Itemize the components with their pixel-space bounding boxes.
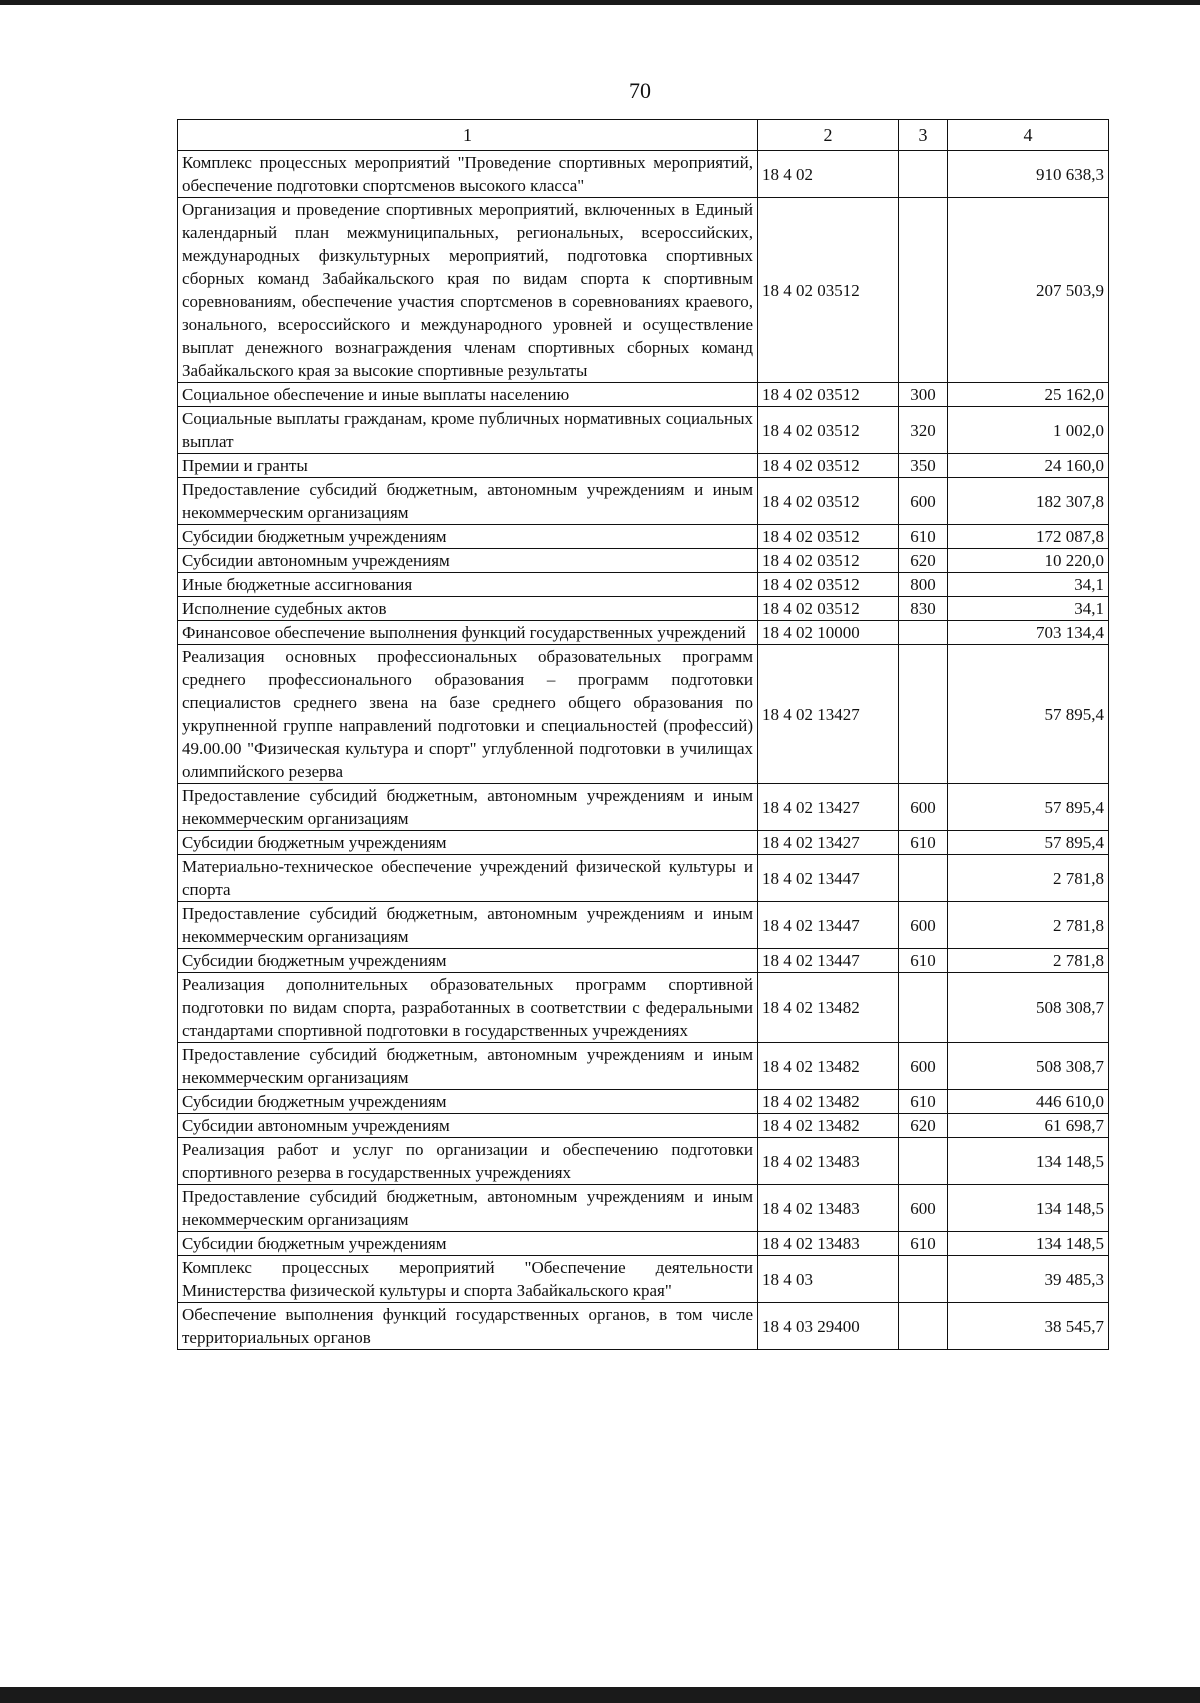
row-code-cell: 18 4 02 13447 [758, 902, 899, 949]
budget-table [177, 119, 1109, 1350]
table-row [178, 198, 1109, 383]
table-row [178, 1185, 1109, 1232]
row-name-cell: Субсидии бюджетным учреждениям [178, 1090, 758, 1114]
row-code-cell: 18 4 02 13483 [758, 1232, 899, 1256]
row-code-cell: 18 4 02 13483 [758, 1138, 899, 1185]
table-row [178, 621, 1109, 645]
row-name-cell: Субсидии бюджетным учреждениям [178, 1232, 758, 1256]
scan-bottom-edge [0, 1687, 1200, 1703]
row-amount-cell: 34,1 [948, 573, 1109, 597]
row-code-cell: 18 4 02 03512 [758, 383, 899, 407]
row-name-cell: Комплекс процессных мероприятий "Обеспечение деятельности Министерства физической культуры и спорта Забайкальского края" [178, 1256, 758, 1303]
row-code-cell: 18 4 02 13482 [758, 973, 899, 1043]
row-amount-cell: 39 485,3 [948, 1256, 1109, 1303]
row-type-cell: 800 [899, 573, 948, 597]
row-name-cell: Иные бюджетные ассигнования [178, 573, 758, 597]
row-type-cell: 610 [899, 831, 948, 855]
row-name-cell: Предоставление субсидий бюджетным, автономным учреждениям и иным некоммерческим организациям [178, 478, 758, 525]
row-amount-cell: 38 545,7 [948, 1303, 1109, 1350]
row-type-cell: 600 [899, 902, 948, 949]
table-row [178, 1232, 1109, 1256]
row-code-cell: 18 4 02 03512 [758, 478, 899, 525]
row-amount-cell: 134 148,5 [948, 1185, 1109, 1232]
row-name-cell: Реализация основных профессиональных образовательных программ среднего профессионального образования – программ подготовки специалистов среднего звена на базе среднего общего образования по укрупненной группе направлений подготовки и специальностей (профессий) 49.00.00 "Физическая культура и спорт" углубленной подготовки в училищах олимпийского резерва [178, 645, 758, 784]
row-name-cell: Субсидии бюджетным учреждениям [178, 525, 758, 549]
row-name-cell: Предоставление субсидий бюджетным, автономным учреждениям и иным некоммерческим организациям [178, 784, 758, 831]
row-code-cell: 18 4 02 [758, 151, 899, 198]
table-row [178, 831, 1109, 855]
row-amount-cell: 24 160,0 [948, 454, 1109, 478]
row-type-cell: 320 [899, 407, 948, 454]
row-amount-cell: 57 895,4 [948, 831, 1109, 855]
row-amount-cell: 207 503,9 [948, 198, 1109, 383]
table-row [178, 1114, 1109, 1138]
row-type-cell [899, 151, 948, 198]
row-type-cell [899, 1303, 948, 1350]
row-amount-cell: 57 895,4 [948, 784, 1109, 831]
row-amount-cell: 508 308,7 [948, 973, 1109, 1043]
row-type-cell [899, 855, 948, 902]
row-amount-cell: 2 781,8 [948, 855, 1109, 902]
row-amount-cell: 446 610,0 [948, 1090, 1109, 1114]
row-name-cell: Субсидии автономным учреждениям [178, 549, 758, 573]
row-name-cell: Обеспечение выполнения функций государственных органов, в том числе территориальных органов [178, 1303, 758, 1350]
page-number: 70 [629, 78, 651, 103]
row-amount-cell: 703 134,4 [948, 621, 1109, 645]
table-row [178, 407, 1109, 454]
row-amount-cell: 2 781,8 [948, 902, 1109, 949]
row-code-cell: 18 4 02 13482 [758, 1114, 899, 1138]
header-col-2: 2 [758, 120, 899, 151]
row-type-cell [899, 1256, 948, 1303]
row-type-cell: 610 [899, 949, 948, 973]
row-code-cell: 18 4 02 03512 [758, 407, 899, 454]
row-name-cell: Реализация дополнительных образовательных программ спортивной подготовки по видам спорта, разработанных в соответствии с федеральными стандартами спортивной подготовки в государственных учреждениях [178, 973, 758, 1043]
row-type-cell: 600 [899, 784, 948, 831]
row-type-cell: 610 [899, 1090, 948, 1114]
row-type-cell: 600 [899, 1185, 948, 1232]
row-amount-cell: 134 148,5 [948, 1138, 1109, 1185]
row-name-cell: Материально-техническое обеспечение учреждений физической культуры и спорта [178, 855, 758, 902]
row-code-cell: 18 4 02 03512 [758, 573, 899, 597]
row-code-cell: 18 4 02 03512 [758, 525, 899, 549]
row-type-cell: 350 [899, 454, 948, 478]
row-code-cell: 18 4 02 03512 [758, 198, 899, 383]
table-row [178, 573, 1109, 597]
row-code-cell: 18 4 02 03512 [758, 549, 899, 573]
table-row [178, 597, 1109, 621]
row-amount-cell: 508 308,7 [948, 1043, 1109, 1090]
header-col-4: 4 [948, 120, 1109, 151]
row-name-cell: Премии и гранты [178, 454, 758, 478]
row-code-cell: 18 4 02 13482 [758, 1043, 899, 1090]
row-name-cell: Финансовое обеспечение выполнения функций государственных учреждений [178, 621, 758, 645]
row-amount-cell: 172 087,8 [948, 525, 1109, 549]
row-code-cell: 18 4 02 03512 [758, 597, 899, 621]
row-amount-cell: 182 307,8 [948, 478, 1109, 525]
table-row [178, 1090, 1109, 1114]
table-header-row [178, 120, 1109, 151]
row-name-cell: Комплекс процессных мероприятий "Проведение спортивных мероприятий, обеспечение подготовки спортсменов высокого класса" [178, 151, 758, 198]
row-code-cell: 18 4 02 03512 [758, 454, 899, 478]
scan-top-edge [0, 0, 1200, 5]
table-row [178, 454, 1109, 478]
row-code-cell: 18 4 02 13427 [758, 831, 899, 855]
row-amount-cell: 25 162,0 [948, 383, 1109, 407]
row-amount-cell: 1 002,0 [948, 407, 1109, 454]
table-body [178, 151, 1109, 1350]
table-row [178, 549, 1109, 573]
row-amount-cell: 910 638,3 [948, 151, 1109, 198]
row-type-cell: 600 [899, 478, 948, 525]
row-type-cell [899, 645, 948, 784]
row-name-cell: Предоставление субсидий бюджетным, автономным учреждениям и иным некоммерческим организациям [178, 1185, 758, 1232]
row-type-cell [899, 973, 948, 1043]
row-code-cell: 18 4 02 13427 [758, 645, 899, 784]
table-row [178, 478, 1109, 525]
row-type-cell: 620 [899, 1114, 948, 1138]
table-row [178, 973, 1109, 1043]
table-row [178, 949, 1109, 973]
row-name-cell: Социальные выплаты гражданам, кроме публичных нормативных социальных выплат [178, 407, 758, 454]
row-code-cell: 18 4 03 29400 [758, 1303, 899, 1350]
table-row [178, 151, 1109, 198]
row-amount-cell: 2 781,8 [948, 949, 1109, 973]
row-type-cell: 620 [899, 549, 948, 573]
row-amount-cell: 57 895,4 [948, 645, 1109, 784]
row-name-cell: Исполнение судебных актов [178, 597, 758, 621]
row-type-cell [899, 1138, 948, 1185]
row-code-cell: 18 4 02 13482 [758, 1090, 899, 1114]
row-code-cell: 18 4 02 13427 [758, 784, 899, 831]
row-name-cell: Предоставление субсидий бюджетным, автономным учреждениям и иным некоммерческим организациям [178, 902, 758, 949]
header-col-1: 1 [178, 120, 758, 151]
row-amount-cell: 134 148,5 [948, 1232, 1109, 1256]
table-row [178, 525, 1109, 549]
row-amount-cell: 34,1 [948, 597, 1109, 621]
row-type-cell: 300 [899, 383, 948, 407]
table-row [178, 1303, 1109, 1350]
table-row [178, 383, 1109, 407]
header-col-3: 3 [899, 120, 948, 151]
row-amount-cell: 61 698,7 [948, 1114, 1109, 1138]
row-code-cell: 18 4 02 10000 [758, 621, 899, 645]
table-row [178, 1138, 1109, 1185]
row-name-cell: Социальное обеспечение и иные выплаты населению [178, 383, 758, 407]
row-type-cell: 830 [899, 597, 948, 621]
row-type-cell: 600 [899, 1043, 948, 1090]
row-name-cell: Предоставление субсидий бюджетным, автономным учреждениям и иным некоммерческим организациям [178, 1043, 758, 1090]
table-row [178, 784, 1109, 831]
row-name-cell: Субсидии автономным учреждениям [178, 1114, 758, 1138]
row-code-cell: 18 4 03 [758, 1256, 899, 1303]
table-row [178, 855, 1109, 902]
row-type-cell [899, 198, 948, 383]
row-name-cell: Субсидии бюджетным учреждениям [178, 949, 758, 973]
table-row [178, 1043, 1109, 1090]
table-row [178, 1256, 1109, 1303]
row-name-cell: Субсидии бюджетным учреждениям [178, 831, 758, 855]
row-amount-cell: 10 220,0 [948, 549, 1109, 573]
row-code-cell: 18 4 02 13447 [758, 855, 899, 902]
row-name-cell: Реализация работ и услуг по организации и обеспечению подготовки спортивного резерва в государственных учреждениях [178, 1138, 758, 1185]
row-code-cell: 18 4 02 13447 [758, 949, 899, 973]
row-type-cell: 610 [899, 525, 948, 549]
row-code-cell: 18 4 02 13483 [758, 1185, 899, 1232]
table-row [178, 645, 1109, 784]
table-row [178, 902, 1109, 949]
row-type-cell: 610 [899, 1232, 948, 1256]
row-name-cell: Организация и проведение спортивных мероприятий, включенных в Единый календарный план межмуниципальных, региональных, всероссийских, международных физкультурных мероприятий, подготовка спортивных сборных команд Забайкальского края по видам спорта к спортивным соревнованиям, обеспечение участия спортсменов в соревнованиях краевого, зонального, всероссийского и международного уровней и осуществление выплат денежного вознаграждения членам спортивных сборных команд Забайкальского края за высокие спортивные результаты [178, 198, 758, 383]
row-type-cell [899, 621, 948, 645]
